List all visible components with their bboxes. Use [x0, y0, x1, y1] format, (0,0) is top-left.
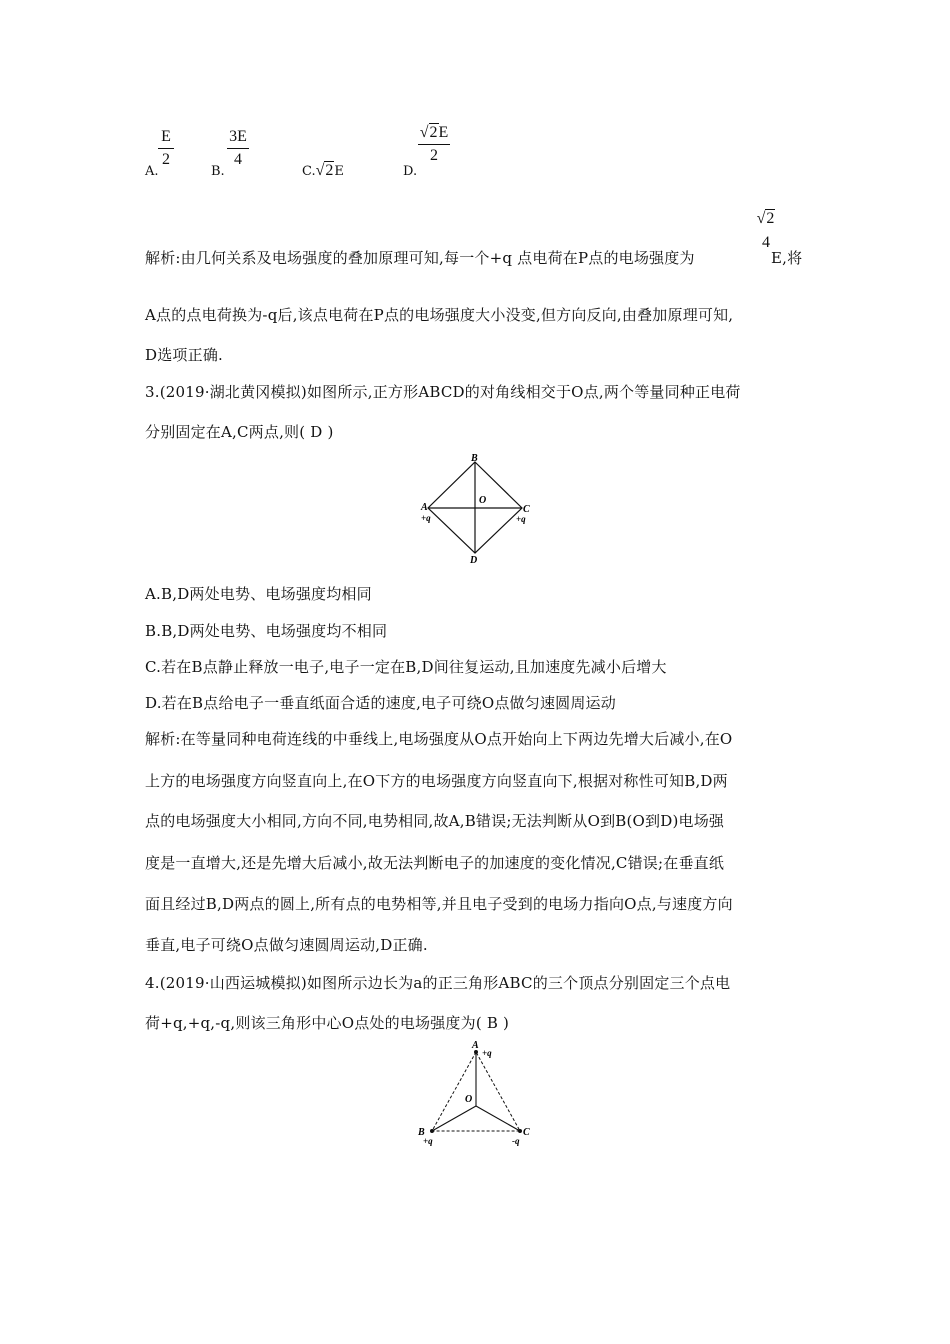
q3-solution-line4: 度是一直增大,还是先增大后减小,故无法判断电子的加速度的变化情况,C错误;在垂直纸 [145, 854, 725, 872]
q4-triangle-figure [410, 1038, 540, 1148]
q3-stem-line2: 分别固定在A,C两点,则( D ) [145, 423, 334, 441]
option-d-fraction [418, 124, 450, 165]
label-a-charge: +q [482, 1048, 492, 1058]
option-a-denominator: 2 [162, 151, 170, 168]
label-d: D [470, 555, 478, 566]
q2-solution-line3: D选项正确. [145, 346, 223, 364]
q2-solution-fraction: √2 4 [756, 210, 775, 251]
q3-solution-line1: 解析:在等量同种电荷连线的中垂线上,电场强度从O点开始向上下两边先增大后减小,在O [145, 730, 733, 748]
q3-option-b: B.B,D两处电势、电场强度均不相同 [145, 622, 388, 640]
q3-stem-line1: 3.(2019·湖北黄冈模拟)如图所示,正方形ABCD的对角线相交于O点,两个等量同种正电荷 [145, 383, 741, 401]
option-b-fraction [227, 128, 249, 169]
option-b-numerator: 3E [229, 128, 247, 145]
q3-solution-line6: 垂直,电子可绕O点做匀速圆周运动,D正确. [145, 936, 428, 954]
label-c: C [523, 504, 530, 515]
label-a-charge: +q [421, 513, 431, 523]
label-c: C [523, 1127, 530, 1138]
q2-solution-line2: A点的点电荷换为-q后,该点电荷在P点的电场强度大小没变,但方向反向,由叠加原理可知, [145, 306, 734, 324]
q2-solution-line1: 解析:由几何关系及电场强度的叠加原理可知,每一个+q 点电荷在P点的电场强度为 [145, 249, 695, 267]
q2-solution-line1-suffix: E,将 [771, 249, 803, 267]
label-b-charge: +q [423, 1136, 433, 1146]
option-b-denominator: 4 [234, 151, 242, 168]
q3-square-figure [415, 450, 535, 570]
q3-option-d: D.若在B点给电子一垂直纸面合适的速度,电子可绕O点做匀速圆周运动 [145, 694, 616, 712]
label-o: O [479, 495, 487, 506]
option-d-numerator: √2E [419, 124, 449, 141]
label-a: A [421, 502, 428, 513]
label-a: A [472, 1040, 479, 1051]
label-c-charge: +q [516, 514, 526, 524]
q4-stem-line2: 荷+q,+q,-q,则该三角形中心O点处的电场强度为( B ) [145, 1014, 510, 1032]
option-c: C.√2E [302, 162, 344, 179]
label-b: B [418, 1127, 425, 1138]
label-o: O [465, 1094, 473, 1105]
option-c-radicand: 2 [325, 162, 334, 179]
option-c-label: C. [302, 164, 316, 179]
option-b-label: B. [211, 164, 225, 179]
q3-option-a: A.B,D两处电势、电场强度均相同 [145, 585, 372, 603]
option-d-label: D. [403, 164, 418, 179]
option-a-numerator: E [161, 128, 171, 145]
q3-solution-line5: 面且经过B,D两点的圆上,所有点的电势相等,并且电子受到的电场力指向O点,与速度方向 [145, 895, 733, 913]
option-a-fraction [158, 128, 174, 169]
label-b: B [471, 453, 478, 464]
label-c-charge: -q [512, 1136, 520, 1146]
q3-solution-line2: 上方的电场强度方向竖直向上,在O下方的电场强度方向竖直向下,根据对称性可知B,D两 [145, 772, 728, 790]
option-a-label: A. [145, 164, 159, 179]
q4-stem-line1: 4.(2019·山西运城模拟)如图所示边长为a的正三角形ABC的三个顶点分别固定三个点电 [145, 974, 731, 992]
option-d-denominator: 2 [430, 147, 438, 164]
q3-solution-line3: 点的电场强度大小相同,方向不同,电势相同,故A,B错误;无法判断从O到B(O到D)电场强 [145, 812, 725, 830]
option-c-suffix: E [334, 164, 344, 179]
q3-option-c: C.若在B点静止释放一电子,电子一定在B,D间往复运动,且加速度先减小后增大 [145, 658, 667, 676]
